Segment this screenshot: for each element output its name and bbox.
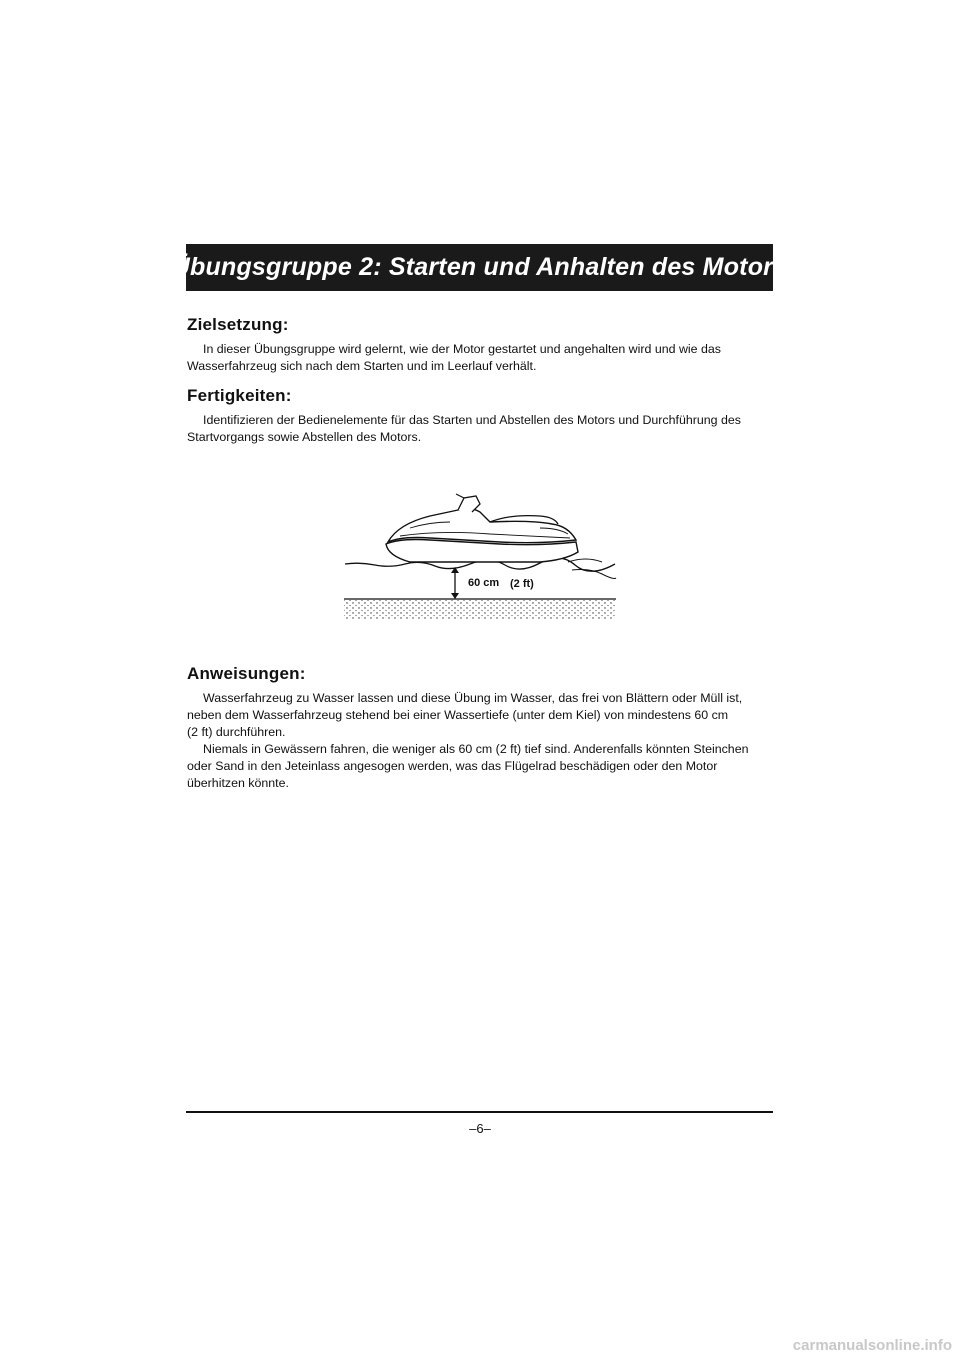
- watermark: carmanualsonline.info: [792, 1337, 952, 1354]
- anweisungen-paragraph-2: Niemals in Gewässern fahren, die weniger als 60 cm (2 ft) tief sind. Anderenfalls könnten Steinchen oder Sand in den Jeteinlass angesogen werden, was das Flügelrad beschädigen oder den Motor überhitzen könnte.: [187, 742, 749, 790]
- title-bar: [171, 244, 788, 291]
- anweisungen-paragraph-1: Wasserfahrzeug zu Wasser lassen und diese Übung im Wasser, das frei von Blättern oder Müll ist, neben dem Wasserfahrzeug stehend bei einer Wassertiefe (unter dem Kiel) von mindestens 60 cm: [187, 691, 743, 722]
- watercraft-depth-figure: [340, 492, 620, 622]
- depth-label-metric: 60 cm: [468, 577, 500, 589]
- zielsetzung-text: In dieser Übungsgruppe wird gelernt, wie der Motor gestartet und angehalten wird und wie das Wasserfahrzeug sich nach dem Starten und im Leerlauf verhält.: [187, 342, 721, 373]
- depth-label-imperial: (2 ft): [510, 578, 534, 590]
- section-zielsetzung: [187, 315, 773, 375]
- footer-rule: [186, 1111, 773, 1113]
- anweisungen-paragraph-1-continued: (2 ft) durchführen.: [187, 725, 286, 739]
- fertigkeiten-heading: Fertigkeiten:: [187, 386, 292, 405]
- zielsetzung-heading: Zielsetzung:: [187, 315, 289, 334]
- section-anweisungen: [187, 664, 773, 792]
- page-number: –6–: [469, 1121, 491, 1136]
- watercraft-illustration: [340, 492, 620, 622]
- anweisungen-heading: Anweisungen:: [187, 664, 306, 683]
- fertigkeiten-text: Identifizieren der Bedienelemente für das Starten und Abstellen des Motors und Durchführung des Startvorgangs sowie Abstellen des Motors.: [187, 413, 741, 444]
- section-fertigkeiten: [187, 386, 773, 446]
- page-title: Übungsgruppe 2: Starten und Anhalten des Motors: [171, 253, 788, 281]
